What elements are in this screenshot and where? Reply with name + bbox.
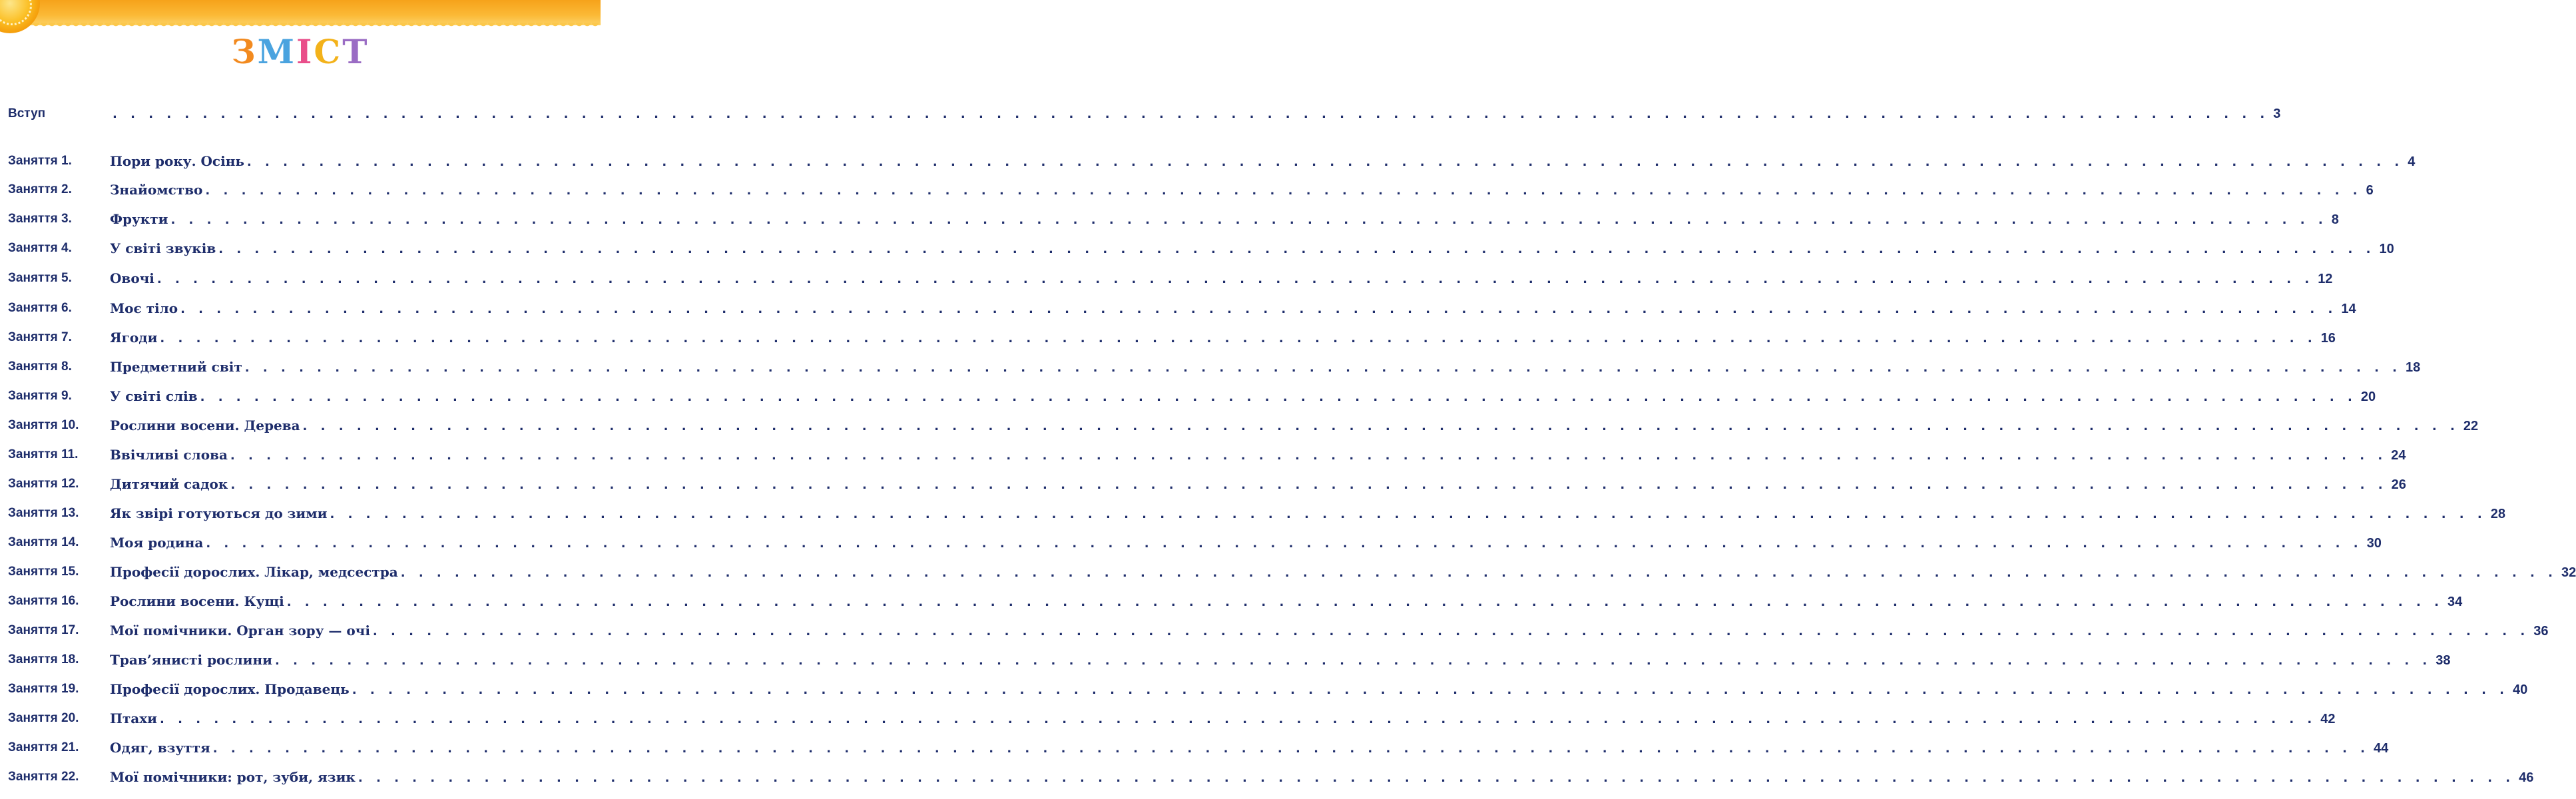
lesson-topic: Професії дорослих. Продавець	[110, 681, 350, 697]
toc-entry	[110, 357, 2421, 378]
dot-leader: . . . . . . . . . . . . . . . . . . . . . . . . . . . . . . . . . . . . . . . . . . . . . . . . . . . . . . . . . . . . . . . . . . . . . . . . . . . . . . . . . . . . . . . . . . . . . . . . . . . . . . . . . . . . . . . . . . . . . . . .	[286, 595, 2444, 609]
dot-leader: . . . . . . . . . . . . . . . . . . . . . . . . . . . . . . . . . . . . . . . . . . . . . . . . . . . . . . . . . . . . . . . . . . . . . . . . . . . . . . . . . . . . . . . . . . . . . . . . . . . . . . . . . . . . . . . . . . . . . . . .	[180, 302, 2338, 316]
lesson-number: Заняття 20.	[8, 711, 79, 725]
toc-entry	[110, 209, 2339, 230]
page-number: 46	[2519, 770, 2534, 785]
page-number: 26	[2391, 477, 2406, 492]
page-number: 16	[2320, 331, 2336, 346]
dot-leader: . . . . . . . . . . . . . . . . . . . . . . . . . . . . . . . . . . . . . . . . . . . . . . . . . . . . . . . . . . . . . . . . . . . . . . . . . . . . . . . . . . . . . . . . . . . . . . . . . . . . . . . . . . . . . . . . . . . . . . . .	[372, 625, 2530, 639]
page-number: 3	[2273, 107, 2281, 121]
lesson-number: Заняття 21.	[8, 740, 79, 754]
lesson-number: Заняття 10.	[8, 418, 79, 432]
page-number: 10	[2379, 242, 2394, 256]
lesson-topic: Одяг, взуття	[110, 740, 210, 756]
toc-row	[0, 268, 2333, 288]
lesson-topic: Ввічливі слова	[110, 447, 228, 463]
lesson-number: Заняття 6.	[8, 301, 72, 315]
top-decorative-band	[0, 0, 601, 25]
toc-row	[0, 386, 2376, 406]
page-number: 8	[2331, 212, 2339, 227]
page-number: 30	[2366, 536, 2382, 551]
lesson-number: Заняття 16.	[8, 594, 79, 608]
toc-entry	[110, 151, 2416, 172]
page-number: 32	[2561, 565, 2576, 580]
toc-entry	[110, 503, 2505, 525]
lesson-topic: Фрукти	[110, 211, 168, 227]
lesson-topic: Пори року. Осінь	[110, 153, 244, 169]
lesson-number: Заняття 3.	[8, 212, 72, 226]
dot-leader: . . . . . . . . . . . . . . . . . . . . . . . . . . . . . . . . . . . . . . . . . . . . . . . . . . . . . . . . . . . . . . . . . . . . . . . . . . . . . . . . . . . . . . . . . . . . . . . . . . . . . . . . . . . . . . . . . . . . . . . .	[160, 712, 2317, 726]
toc-row	[0, 679, 2528, 699]
toc-row	[0, 298, 2356, 318]
toc-row	[0, 533, 2382, 553]
page-number: 44	[2374, 741, 2389, 756]
lesson-topic: У світі слів	[110, 388, 198, 404]
toc-row	[0, 357, 2421, 377]
dot-leader: . . . . . . . . . . . . . . . . . . . . . . . . . . . . . . . . . . . . . . . . . . . . . . . . . . . . . . . . . . . . . . . . . . . . . . . . . . . . . . . . . . . . . . . . . . . . . . . . . . . . . . . . . . . . . . . . . . . . . . . .	[230, 478, 2388, 492]
dot-leader: . . . . . . . . . . . . . . . . . . . . . . . . . . . . . . . . . . . . . . . . . . . . . . . . . . . . . . . . . . . . . . . . . . . . . . . . . . . . . . . . . . . . . . . . . . . . . . . . . . . . . . . . . . . . . . . . . . . . . . . .	[156, 272, 2314, 286]
lesson-topic: Професії дорослих. Лікар, медсестра	[110, 564, 398, 580]
toc-row	[0, 415, 2479, 435]
page-number: 22	[2463, 419, 2479, 433]
lesson-number: Заняття 2.	[8, 182, 72, 196]
lesson-number: Вступ	[8, 107, 46, 121]
dot-leader: . . . . . . . . . . . . . . . . . . . . . . . . . . . . . . . . . . . . . . . . . . . . . . . . . . . . . . . . . . . . . . . . . . . . . . . . . . . . . . . . . . . . . . . . . . . . . . . . . . . . . . . . . . . . . . . . . . . . . . . .	[206, 537, 2363, 551]
toc-row	[0, 591, 2463, 611]
page-number: 34	[2447, 595, 2463, 609]
page-number: 42	[2320, 712, 2336, 726]
dot-leader: . . . . . . . . . . . . . . . . . . . . . . . . . . . . . . . . . . . . . . . . . . . . . . . . . . . . . . . . . . . . . . . . . . . . . . . . . . . . . . . . . . . . . . . . . . . . . . . . . . . . . . . . . . . . . . . . . . . . . . . .	[160, 332, 2317, 346]
dot-leader: . . . . . . . . . . . . . . . . . . . . . . . . . . . . . . . . . . . . . . . . . . . . . . . . . . . . . . . . . . . . . . . . . . . . . . . . . . . . . . . . . . . . . . . . . . . . . . . . . . . . . . . . . . . . . . . . . . . . . . . .	[170, 213, 2328, 227]
lesson-number: Заняття 18.	[8, 653, 79, 666]
lesson-topic: Як звірі готуються до зими	[110, 505, 328, 521]
lesson-topic: У світі звуків	[110, 240, 216, 256]
toc-entry	[110, 180, 2374, 201]
toc-row	[0, 503, 2505, 523]
toc-entry	[110, 708, 2336, 730]
toc-row	[0, 738, 2389, 758]
dot-leader: . . . . . . . . . . . . . . . . . . . . . . . . . . . . . . . . . . . . . . . . . . . . . . . . . . . . . . . . . . . . . . . . . . . . . . . . . . . . . . . . . . . . . . . . . . . . . . . . . . . . . . . . . . . . . . . . . . . . . . . .	[200, 390, 2357, 404]
page-number: 20	[2360, 390, 2376, 404]
toc-row	[0, 708, 2336, 728]
lesson-number: Заняття 13.	[8, 506, 79, 520]
lesson-topic: Мої помічники. Орган зору — очі	[110, 623, 370, 639]
dot-leader: . . . . . . . . . . . . . . . . . . . . . . . . . . . . . . . . . . . . . . . . . . . . . . . . . . . . . . . . . . . . . . . . . . . . . . . . . . . . . . . . . . . . . . . . . . . . . . . . . . . . . . . . . . . . . . . . . . . . . . . .	[352, 683, 2509, 697]
dot-leader: . . . . . . . . . . . . . . . . . . . . . . . . . . . . . . . . . . . . . . . . . . . . . . . . . . . . . . . . . . . . . . . . . . . . . . . . . . . . . . . . . . . . . . . . . . . . . . . . . . . . . . . . . . . . . . . . . . . . . . . .	[205, 184, 2362, 198]
toc-entry	[110, 445, 2406, 466]
page-number: 4	[2408, 154, 2416, 169]
dot-leader: . . . . . . . . . . . . . . . . . . . . . . . . . . . . . . . . . . . . . . . . . . . . . . . . . . . . . . . . . . . . . . . . . . . . . . . . . . . . . . . . . . . . . . . . . . . . . . . . . . . . . . . . . . . . . . . . . . . . . . . .	[246, 155, 2404, 169]
lesson-number: Заняття 22.	[8, 770, 79, 784]
toc-entry	[110, 298, 2356, 320]
toc-entry	[110, 386, 2376, 407]
page-number: 38	[2436, 653, 2451, 668]
toc-row	[0, 621, 2549, 641]
dot-leader: . . . . . . . . . . . . . . . . . . . . . . . . . . . . . . . . . . . . . . . . . . . . . . . . . . . . . . . . . . . . . . . . . . . . . . . . . . . . . . . . . . . . . . . . . . . . . . . . . . . . . . . . . . . . . . . . . . . . . . . .	[113, 107, 2270, 121]
toc-entry	[110, 679, 2528, 700]
lesson-topic: Птахи	[110, 710, 157, 726]
lesson-topic: Дитячий садок	[110, 476, 228, 492]
toc-entry	[110, 591, 2463, 613]
title-letter: М	[257, 32, 296, 71]
dot-leader: . . . . . . . . . . . . . . . . . . . . . . . . . . . . . . . . . . . . . . . . . . . . . . . . . . . . . . . . . . . . . . . . . . . . . . . . . . . . . . . . . . . . . . . . . . . . . . . . . . . . . . . . . . . . . . . . . . . . . . . .	[212, 742, 2370, 756]
lesson-topic: Рослини восени. Дерева	[110, 417, 300, 433]
page-number: 40	[2513, 682, 2528, 697]
toc-entry	[110, 738, 2389, 759]
lesson-number: Заняття 5.	[8, 271, 72, 285]
lesson-topic: Трав’янисті рослини	[110, 652, 272, 668]
dot-leader: . . . . . . . . . . . . . . . . . . . . . . . . . . . . . . . . . . . . . . . . . . . . . . . . . . . . . . . . . . . . . . . . . . . . . . . . . . . . . . . . . . . . . . . . . . . . . . . . . . . . . . . . . . . . . . . . . . . . . . . .	[400, 566, 2557, 580]
lesson-number: Заняття 7.	[8, 330, 72, 344]
toc-row	[0, 562, 2576, 582]
toc-row	[0, 238, 2394, 258]
page-number: 24	[2391, 448, 2406, 463]
lesson-number: Заняття 4.	[8, 241, 72, 255]
toc-row	[0, 650, 2451, 670]
lesson-number: Заняття 9.	[8, 389, 72, 403]
lesson-topic: Овочі	[110, 270, 154, 286]
dot-leader: . . . . . . . . . . . . . . . . . . . . . . . . . . . . . . . . . . . . . . . . . . . . . . . . . . . . . . . . . . . . . . . . . . . . . . . . . . . . . . . . . . . . . . . . . . . . . . . . . . . . . . . . . . . . . . . . . . . . . . . .	[244, 361, 2402, 375]
toc-entry	[110, 268, 2333, 290]
dot-leader: . . . . . . . . . . . . . . . . . . . . . . . . . . . . . . . . . . . . . . . . . . . . . . . . . . . . . . . . . . . . . . . . . . . . . . . . . . . . . . . . . . . . . . . . . . . . . . . . . . . . . . . . . . . . . . . . . . . . . . . .	[230, 449, 2388, 463]
dot-leader: . . . . . . . . . . . . . . . . . . . . . . . . . . . . . . . . . . . . . . . . . . . . . . . . . . . . . . . . . . . . . . . . . . . . . . . . . . . . . . . . . . . . . . . . . . . . . . . . . . . . . . . . . . . . . . . . . . . . . . . .	[358, 771, 2515, 785]
toc-row	[0, 474, 2406, 494]
toc-row	[0, 445, 2406, 465]
lesson-topic: Ягоди	[110, 330, 158, 346]
lesson-topic: Предметний світ	[110, 359, 242, 375]
title-letter: І	[296, 32, 314, 71]
page-number: 36	[2533, 624, 2549, 639]
dot-leader: . . . . . . . . . . . . . . . . . . . . . . . . . . . . . . . . . . . . . . . . . . . . . . . . . . . . . . . . . . . . . . . . . . . . . . . . . . . . . . . . . . . . . . . . . . . . . . . . . . . . . . . . . . . . . . . . . . . . . . . .	[274, 654, 2432, 668]
toc-row	[0, 328, 2336, 348]
lesson-number: Заняття 17.	[8, 623, 79, 637]
toc-entry	[110, 104, 2281, 125]
lesson-number: Заняття 14.	[8, 535, 79, 549]
lesson-number: Заняття 15.	[8, 565, 79, 579]
scalloped-border	[0, 23, 601, 29]
lesson-topic: Моє тіло	[110, 300, 178, 316]
title-letter: Т	[342, 32, 370, 71]
toc-row	[0, 151, 2416, 171]
toc-entry	[110, 328, 2336, 349]
lesson-number: Заняття 19.	[8, 682, 79, 696]
dot-leader: . . . . . . . . . . . . . . . . . . . . . . . . . . . . . . . . . . . . . . . . . . . . . . . . . . . . . . . . . . . . . . . . . . . . . . . . . . . . . . . . . . . . . . . . . . . . . . . . . . . . . . . . . . . . . . . . . . . . . . . .	[330, 507, 2487, 521]
page-title	[0, 32, 601, 72]
page-number: 6	[2366, 183, 2374, 198]
dot-leader: . . . . . . . . . . . . . . . . . . . . . . . . . . . . . . . . . . . . . . . . . . . . . . . . . . . . . . . . . . . . . . . . . . . . . . . . . . . . . . . . . . . . . . . . . . . . . . . . . . . . . . . . . . . . . . . . . . . . . . . .	[302, 419, 2459, 433]
toc-entry	[110, 562, 2576, 583]
toc-entry	[110, 767, 2534, 788]
title-letter: С	[314, 32, 343, 71]
toc-row	[0, 767, 2534, 787]
toc-row	[0, 180, 2374, 200]
toc-entry	[110, 621, 2549, 642]
toc-row	[0, 209, 2339, 229]
page-number: 12	[2318, 272, 2333, 286]
dot-leader: . . . . . . . . . . . . . . . . . . . . . . . . . . . . . . . . . . . . . . . . . . . . . . . . . . . . . . . . . . . . . . . . . . . . . . . . . . . . . . . . . . . . . . . . . . . . . . . . . . . . . . . . . . . . . . . . . . . . . . . .	[218, 242, 2376, 256]
lesson-topic: Моя родина	[110, 535, 204, 551]
toc-entry	[110, 533, 2382, 554]
lesson-number: Заняття 12.	[8, 477, 79, 491]
toc-entry	[110, 415, 2479, 437]
lesson-topic: Знайомство	[110, 182, 203, 198]
toc-entry	[110, 238, 2394, 260]
lesson-number: Заняття 1.	[8, 154, 72, 168]
lesson-number: Заняття 11.	[8, 447, 79, 461]
toc-entry	[110, 474, 2406, 495]
toc-entry	[110, 650, 2451, 671]
lesson-number: Заняття 8.	[8, 360, 72, 374]
page-number: 18	[2406, 360, 2421, 375]
page-number: 28	[2490, 507, 2505, 521]
title-letter: З	[231, 32, 258, 71]
lesson-topic: Мої помічники: рот, зуби, язик	[110, 769, 356, 785]
lesson-topic: Рослини восени. Кущі	[110, 593, 284, 609]
page-number: 14	[2341, 302, 2356, 316]
toc-row	[0, 104, 2281, 124]
